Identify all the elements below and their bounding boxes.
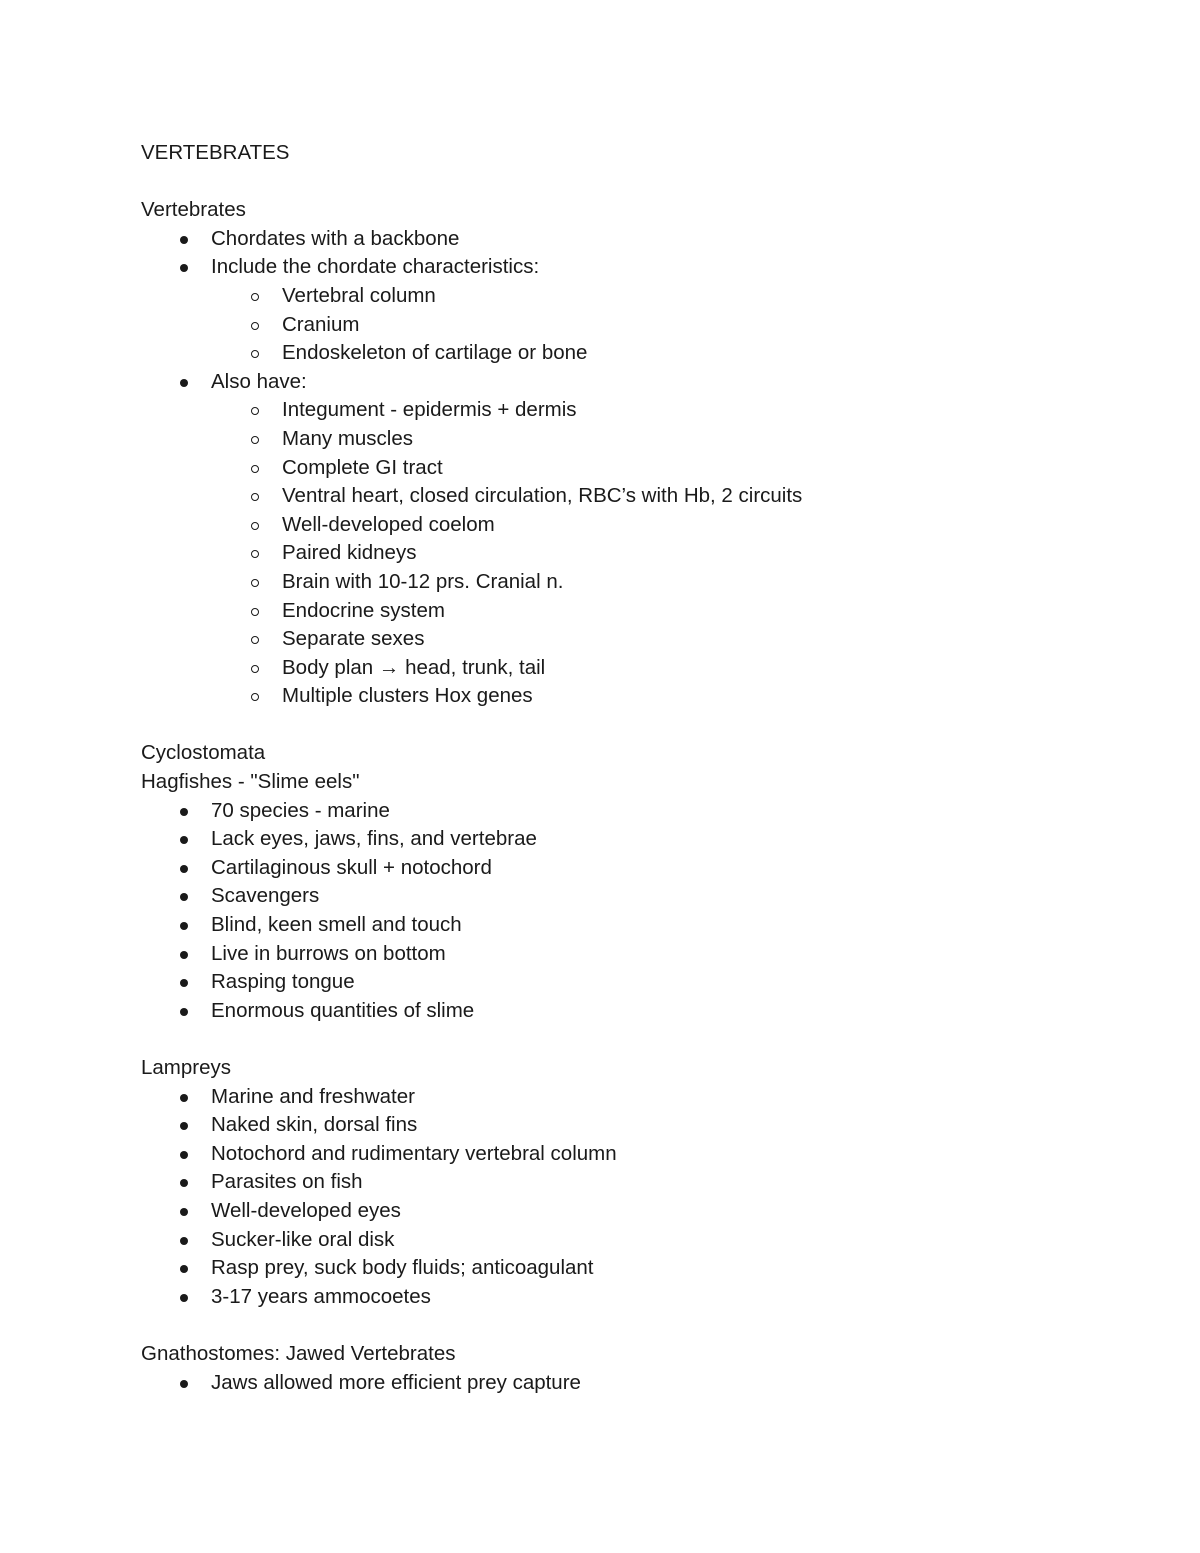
bullet-dot-icon — [180, 836, 188, 844]
list-item-text: Live in burrows on bottom — [211, 941, 446, 965]
list-item — [141, 1254, 1121, 1283]
sub-list-item-text: Separate sexes — [282, 627, 425, 651]
list-item — [141, 1197, 1121, 1226]
sub-list-item-text: Endoskeleton of cartilage or bone — [282, 341, 588, 365]
sub-list-item — [141, 425, 1121, 454]
sub-list-item — [141, 654, 1121, 683]
list-item-text: Blind, keen smell and touch — [211, 913, 462, 937]
bullet-circle-icon — [251, 493, 259, 501]
sub-list-item-text: Endocrine system — [282, 598, 445, 622]
bullet-circle-icon — [251, 636, 259, 644]
list-item — [141, 1226, 1121, 1255]
section-heading: Lampreys — [141, 1056, 232, 1079]
bullet-dot-icon — [180, 1237, 188, 1245]
list-item — [141, 940, 1121, 969]
list-item-text: Parasites on fish — [211, 1170, 363, 1194]
sub-list-item — [141, 539, 1121, 568]
sub-list-item-text: Cranium — [282, 312, 360, 336]
bullet-circle-icon — [251, 665, 259, 673]
list-item-text: Enormous quantities of slime — [211, 998, 475, 1022]
bullet-dot-icon — [180, 979, 188, 987]
list-item-text: Rasp prey, suck body fluids; anticoagulant — [211, 1256, 594, 1280]
bullet-circle-icon — [251, 350, 259, 358]
spacer — [141, 711, 1121, 740]
bullet-dot-icon — [180, 1294, 188, 1302]
bullet-dot-icon — [180, 1179, 188, 1187]
bullet-dot-icon — [180, 1380, 188, 1388]
list-item-text: Lack eyes, jaws, fins, and vertebrae — [211, 827, 537, 851]
list-item — [141, 1168, 1121, 1197]
bullet-circle-icon — [251, 293, 259, 301]
bullet-dot-icon — [180, 1094, 188, 1102]
list-item-text: 3-17 years ammocoetes — [211, 1284, 431, 1308]
list-item — [141, 1111, 1121, 1140]
list-item — [141, 882, 1121, 911]
bullet-dot-icon — [180, 865, 188, 873]
sub-list-item — [141, 396, 1121, 425]
section-subheading: Hagfishes - "Slime eels" — [141, 770, 360, 794]
sub-list-item — [141, 482, 1121, 511]
spacer — [141, 168, 1121, 197]
bullet-dot-icon — [180, 951, 188, 959]
list-item-text: Also have: — [211, 369, 307, 393]
list-item-text: Jaws allowed more efficient prey capture — [211, 1370, 581, 1394]
sub-list-item-text: Multiple clusters Hox genes — [282, 684, 533, 708]
sub-list-item — [141, 511, 1121, 540]
sub-list-item — [141, 597, 1121, 626]
bullet-circle-icon — [251, 579, 259, 587]
list-item — [141, 1083, 1121, 1112]
sub-list-item-text: Vertebral column — [282, 283, 436, 307]
section-heading: Vertebrates — [141, 198, 246, 222]
bullet-dot-icon — [180, 808, 188, 816]
list-item-text: Marine and freshwater — [211, 1084, 415, 1108]
sub-list-item — [141, 282, 1121, 311]
bullet-dot-icon — [180, 236, 188, 244]
bullet-dot-icon — [180, 379, 188, 387]
list-item — [141, 968, 1121, 997]
sub-list-item-text: Brain with 10-12 prs. Cranial n. — [282, 569, 564, 593]
document-page — [141, 139, 1121, 1397]
sub-list-item — [141, 311, 1121, 340]
list-item-text: Include the chordate characteristics: — [211, 255, 540, 279]
list-item-text: Cartilaginous skull + notochord — [211, 855, 492, 879]
sub-list-item-text: Paired kidneys — [282, 541, 417, 565]
list-item — [141, 1140, 1121, 1169]
bullet-dot-icon — [180, 1265, 188, 1273]
bullet-circle-icon — [251, 608, 259, 616]
list-item — [141, 797, 1121, 826]
bullet-circle-icon — [251, 550, 259, 558]
bullet-dot-icon — [180, 1008, 188, 1016]
list-item — [141, 225, 1121, 254]
bullet-circle-icon — [251, 407, 259, 415]
spacer — [141, 1311, 1121, 1340]
sub-list-item — [141, 682, 1121, 711]
list-item — [141, 1283, 1121, 1312]
bullet-circle-icon — [251, 522, 259, 530]
sub-list-item-text: Many muscles — [282, 426, 414, 450]
list-item-text: Scavengers — [211, 884, 320, 908]
bullet-dot-icon — [180, 1122, 188, 1130]
list-item-text: Chordates with a backbone — [211, 226, 460, 250]
section-heading: Gnathostomes: Jawed Vertebrates — [141, 1341, 456, 1365]
spacer — [141, 1025, 1121, 1054]
bullet-circle-icon — [251, 322, 259, 330]
list-item-text: 70 species - marine — [211, 798, 390, 822]
sub-list-item-text: Complete GI tract — [282, 455, 443, 479]
list-item-text: Well-developed eyes — [211, 1198, 401, 1222]
list-item — [141, 854, 1121, 883]
list-item — [141, 911, 1121, 940]
sub-list-item — [141, 625, 1121, 654]
document-title: VERTEBRATES — [141, 141, 290, 164]
sub-list-item-text: Integument - epidermis + dermis — [282, 398, 577, 422]
bullet-circle-icon — [251, 693, 259, 701]
sub-list-item-text: Well-developed coelom — [282, 512, 495, 536]
list-item-text: Naked skin, dorsal fins — [211, 1113, 418, 1137]
list-item-text: Rasping tongue — [211, 970, 355, 994]
sub-list-item — [141, 454, 1121, 483]
section-heading: Cyclostomata — [141, 741, 266, 765]
bullet-circle-icon — [251, 436, 259, 444]
list-item — [141, 368, 1121, 397]
list-item — [141, 253, 1121, 282]
sub-list-item — [141, 339, 1121, 368]
list-item-text: Notochord and rudimentary vertebral column — [211, 1141, 617, 1165]
sub-list-item-text: Body plan → head, trunk, tail — [282, 655, 546, 679]
list-item — [141, 825, 1121, 854]
list-item — [141, 997, 1121, 1026]
list-item-text: Sucker-like oral disk — [211, 1227, 395, 1251]
list-item — [141, 1369, 1121, 1398]
bullet-circle-icon — [251, 465, 259, 473]
sub-list-item — [141, 568, 1121, 597]
bullet-dot-icon — [180, 893, 188, 901]
bullet-dot-icon — [180, 1208, 188, 1216]
bullet-dot-icon — [180, 922, 188, 930]
bullet-dot-icon — [180, 264, 188, 272]
sub-list-item-text: Ventral heart, closed circulation, RBC’s with Hb, 2 circuits — [282, 484, 803, 508]
bullet-dot-icon — [180, 1151, 188, 1159]
